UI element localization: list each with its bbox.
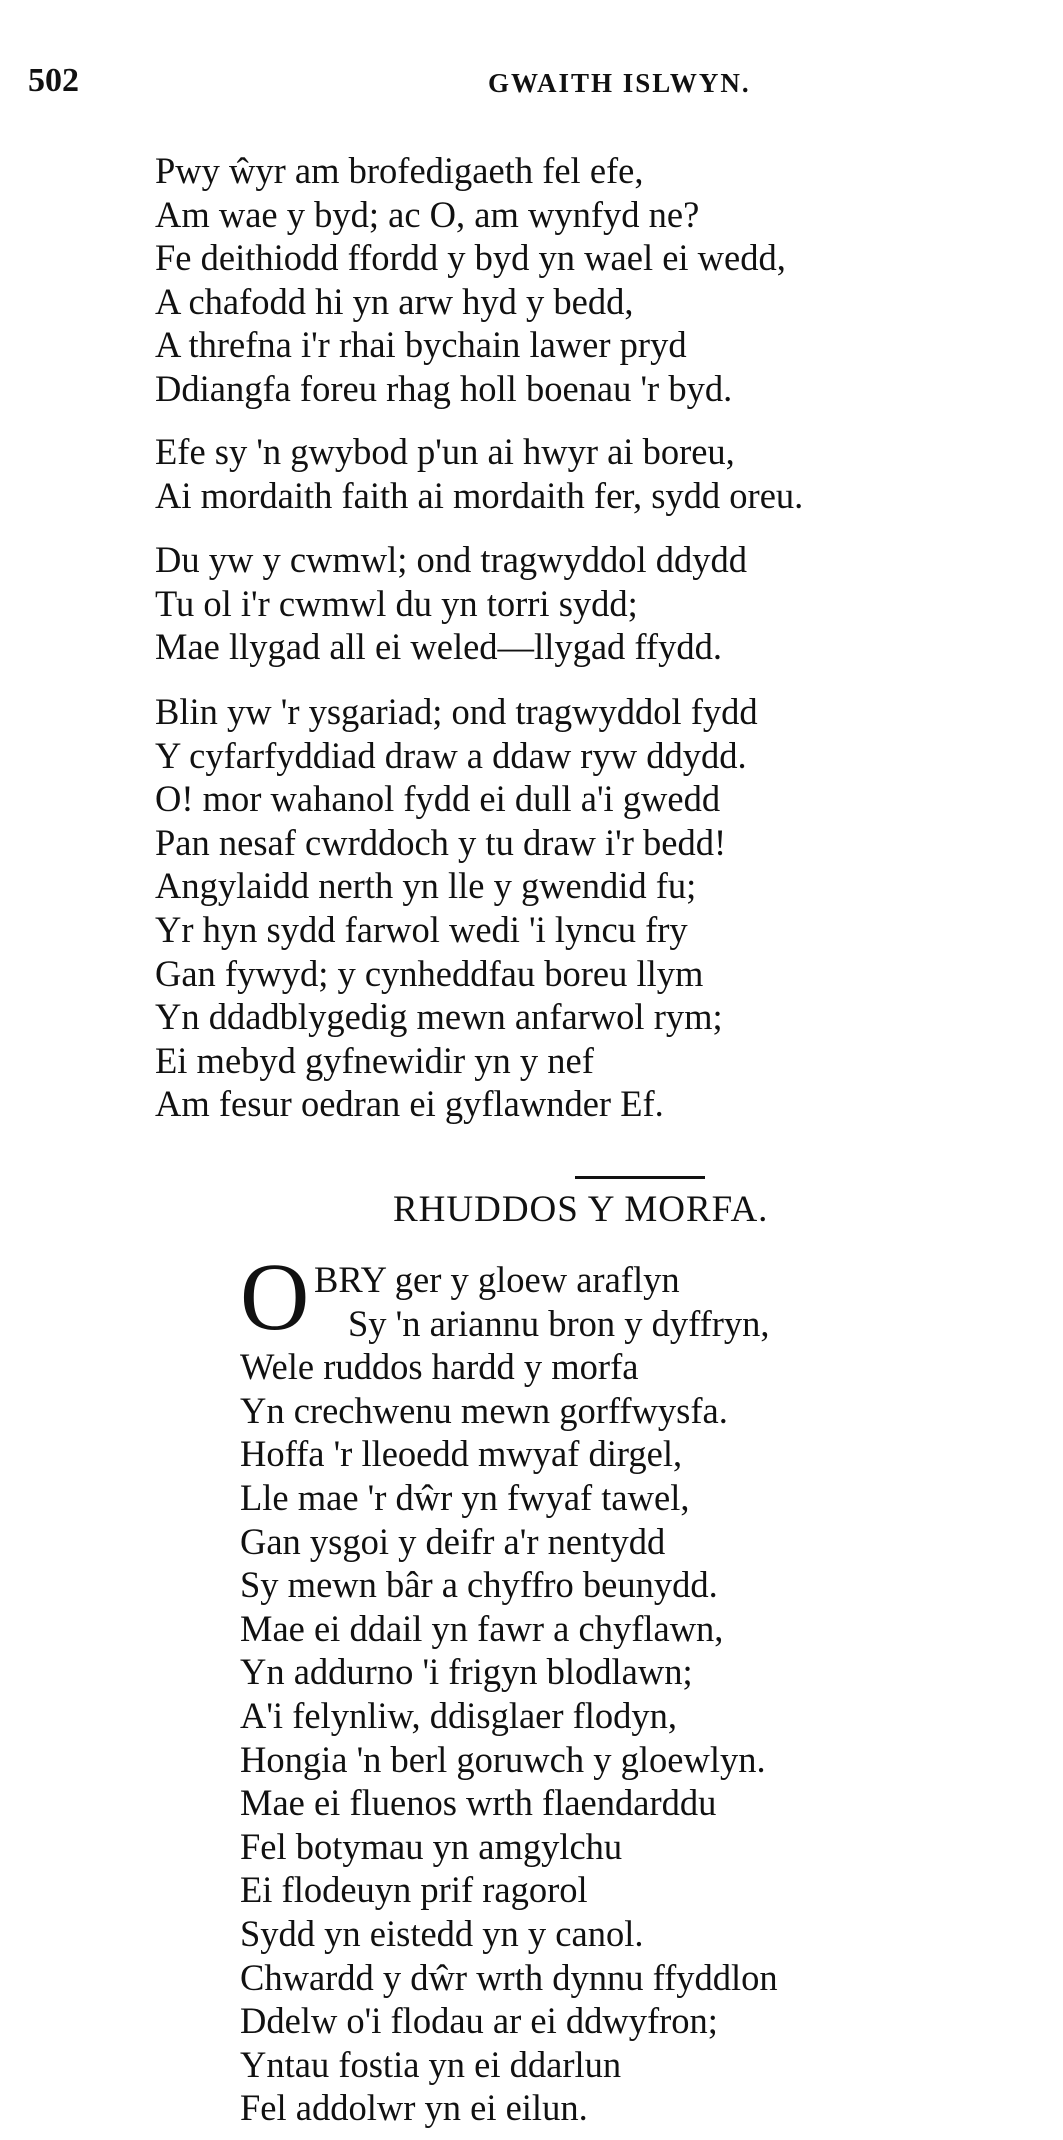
poem-line: Ei mebyd gyfnewidir yn y nef: [155, 1039, 594, 1081]
poem-line: Blin yw 'r ysgariad; ond tragwyddol fydd: [155, 691, 758, 732]
poem-line: Fel botymau yn amgylchu: [240, 1825, 623, 1867]
poem-line: O! mor wahanol fydd ei dull a'i gwedd: [155, 778, 721, 820]
drop-cap: O: [240, 1243, 310, 1350]
poem-line: Efe sy 'n gwybod p'un ai hwyr ai boreu,: [155, 431, 735, 472]
stanza: [155, 538, 747, 669]
poem-line: A threfna i'r rhai bychain lawer pryd: [155, 324, 687, 366]
first-line-text: BRY ger y gloew araflyn: [314, 1259, 680, 1300]
poem-line: Ddiangfa foreu rhag holl boenau 'r byd.: [155, 367, 733, 409]
poem-body: [240, 1243, 778, 2130]
running-title: GWAITH ISLWYN.: [488, 68, 751, 98]
poem-line: Sydd yn eistedd yn y canol.: [240, 1912, 644, 1954]
poem-line: Pwy ŵyr am brofedigaeth fel efe,: [155, 150, 644, 191]
poem-line: Gan ysgoi y deifr a'r nentydd: [240, 1520, 666, 1562]
poem-line: Yntau fostia yn ei ddarlun: [240, 2043, 622, 2085]
page-number: 502: [28, 62, 79, 99]
poem-line: Chwardd y dŵr wrth dynnu ffyddlon: [240, 1956, 778, 1998]
poem-line: Yn addurno 'i frigyn blodlawn;: [240, 1651, 693, 1693]
running-head: [28, 62, 1035, 106]
poem-line: Angylaidd nerth yn lle y gwendid fu;: [155, 865, 697, 907]
poem-line: A chafodd hi yn arw hyd y bedd,: [155, 280, 634, 322]
poem-line: Gan fywyd; y cynheddfau boreu llym: [155, 952, 704, 994]
stanza: [155, 149, 786, 411]
stanza: [155, 690, 758, 1126]
poem-line: Yn crechwenu mewn gorffwysfa.: [240, 1389, 728, 1431]
poem-line: Yn ddadblygedig mewn anfarwol rym;: [155, 996, 723, 1038]
poem-line: Am wae y byd; ac O, am wynfyd ne?: [155, 193, 700, 235]
poem-line: Y cyfarfyddiad draw a ddaw ryw ddydd.: [155, 734, 747, 776]
poem-line: Hoffa 'r lleoedd mwyaf dirgel,: [240, 1433, 683, 1475]
poem-line: A'i felynliw, ddisglaer flodyn,: [240, 1694, 678, 1736]
poem-line: Fe deithiodd ffordd y byd yn wael ei wedd,: [155, 237, 786, 279]
poem-line: Mae ei ddail yn fawr a chyflawn,: [240, 1607, 724, 1649]
section-divider: [575, 1176, 705, 1179]
poem-line: Hongia 'n berl goruwch y gloewlyn.: [240, 1738, 766, 1780]
poem-line: Mae ei fluenos wrth flaendarddu: [240, 1782, 717, 1824]
poem-line: Yr hyn sydd farwol wedi 'i lyncu fry: [155, 908, 688, 950]
poem-line: Ddelw o'i flodau ar ei ddwyfron;: [240, 2000, 718, 2042]
poem-title: RHUDDOS Y MORFA.: [393, 1189, 769, 1230]
poem-line: Wele ruddos hardd y morfa: [240, 1346, 639, 1388]
poem-line: Lle mae 'r dŵr yn fwyaf tawel,: [240, 1476, 690, 1518]
poem-line: Tu ol i'r cwmwl du yn torri sydd;: [155, 582, 638, 624]
poem-line: Am fesur oedran ei gyflawnder Ef.: [155, 1083, 664, 1125]
poem-line: Fel addolwr yn ei eilun.: [240, 2087, 588, 2129]
poem-line: Pan nesaf cwrddoch y tu draw i'r bedd!: [155, 821, 727, 863]
poem-line: Ei flodeuyn prif ragorol: [240, 1869, 588, 1911]
poem-line: Sy 'n ariannu bron y dyffryn,: [348, 1302, 770, 1344]
poem-line: Sy mewn bâr a chyffro beunydd.: [240, 1564, 718, 1606]
poem-line: Mae llygad all ei weled—llygad ffydd.: [155, 626, 722, 668]
stanza: [155, 430, 803, 517]
poem-line: Du yw y cwmwl; ond tragwyddol ddydd: [155, 539, 748, 580]
poem-line: Ai mordaith faith ai mordaith fer, sydd oreu.: [155, 474, 804, 516]
